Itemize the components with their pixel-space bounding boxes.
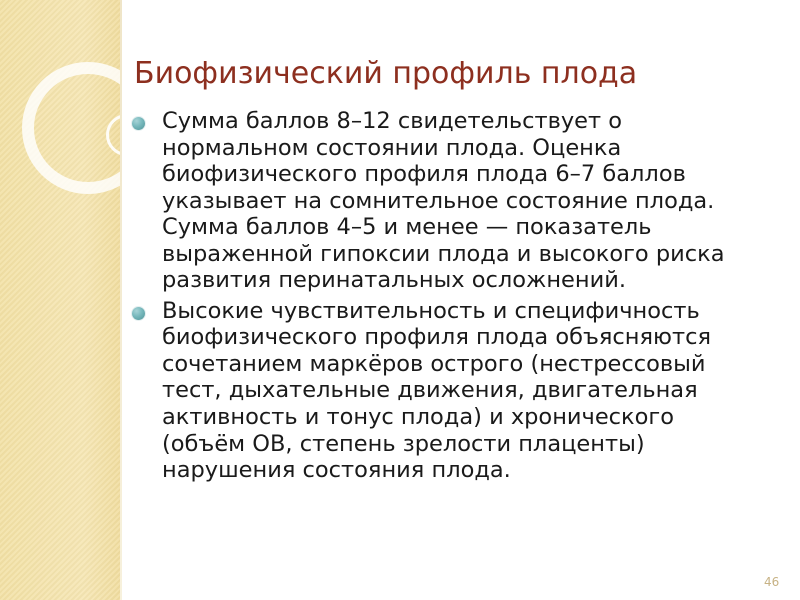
bullet-2-line-2: биофизического профиля плода объясняются <box>162 324 711 351</box>
bullet-1-line-2: нормальном состоянии плода. Оценка <box>162 134 622 161</box>
bullet-1-line-3: биофизического профиля плода 6–7 баллов <box>162 161 686 188</box>
bullet-item-2 <box>132 298 782 484</box>
bullet-item-1 <box>132 108 782 294</box>
slide-page-number: 46 <box>764 575 780 589</box>
bullet-point-icon <box>132 307 145 320</box>
decorative-side-band <box>0 0 120 600</box>
bullet-point-icon <box>132 117 145 130</box>
bullet-1-line-1: Сумма баллов 8–12 свидетельствует о <box>162 108 623 134</box>
bullet-2-line-3: сочетанием маркёров острого (нестрессовый <box>162 350 706 377</box>
bullet-2-line-7: нарушения состояния плода. <box>162 457 511 484</box>
bullet-1-line-6: выраженной гипоксии плода и высокого риска <box>162 240 725 267</box>
decorative-large-circle-icon <box>22 62 120 194</box>
bullet-2-line-6: (объём ОВ, степень зрелости плаценты) <box>162 430 645 457</box>
bullet-1-line-4: указывает на сомнительное состояние плода. <box>162 187 715 214</box>
bullet-2-line-5: активность и тонус плода) и хронического <box>162 404 674 431</box>
slide-title: Биофизический профиль плода <box>134 56 638 91</box>
decorative-divider <box>120 0 122 600</box>
bullet-1-line-5: Сумма баллов 4–5 и менее — показатель <box>162 214 652 241</box>
slide-bullet-list <box>132 108 782 488</box>
bullet-2-line-1: Высокие чувствительность и специфичность <box>162 297 700 324</box>
bullet-1-line-7: развития перинатальных осложнений. <box>162 267 626 294</box>
bullet-2-line-4: тест, дыхательные движения, двигательная <box>162 377 698 404</box>
